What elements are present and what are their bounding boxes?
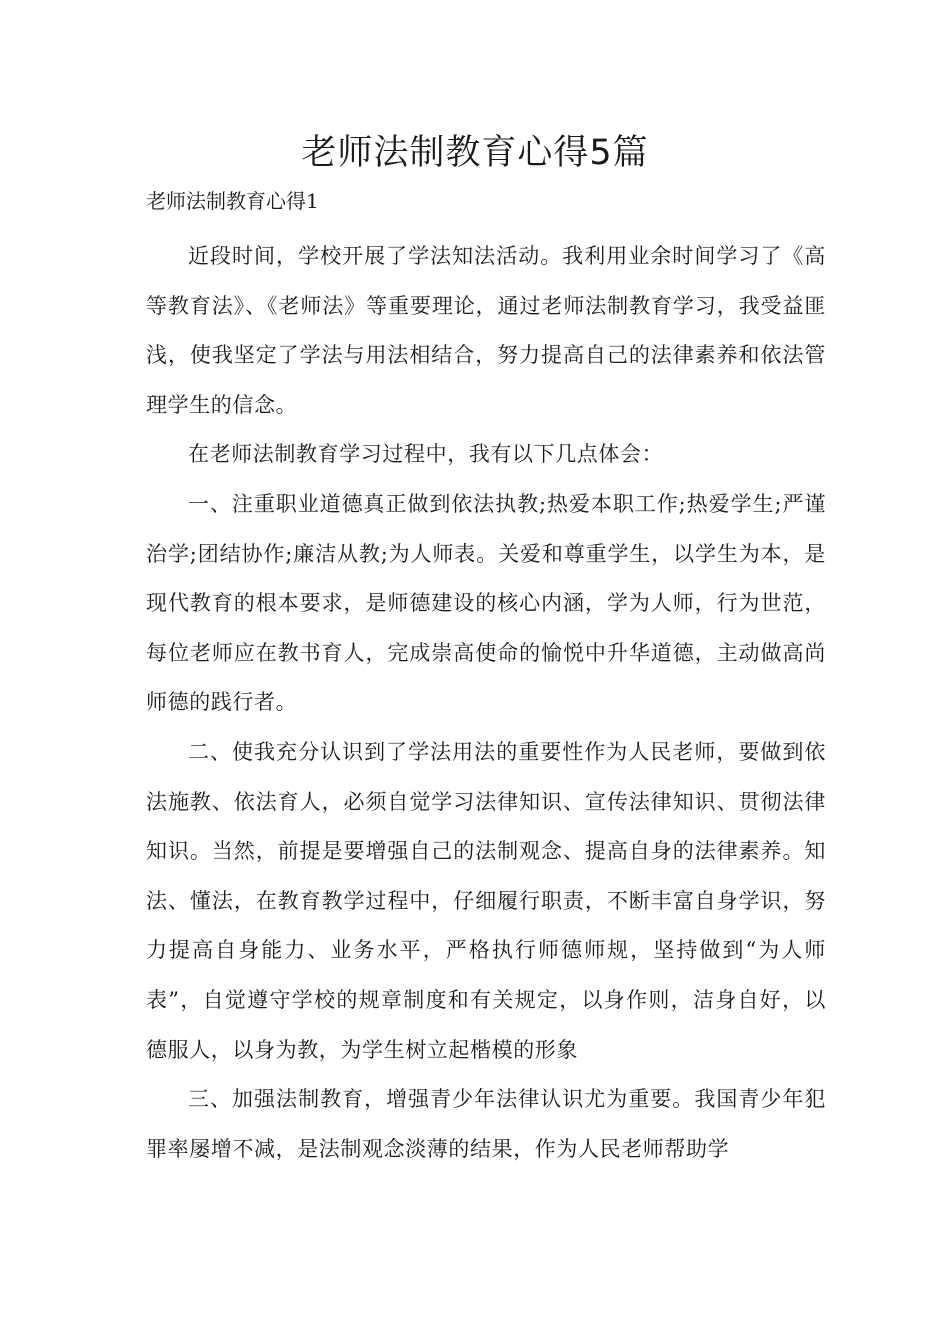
paragraph-intro: 近段时间，学校开展了学法知法活动。我利用业余时间学习了《高等教育法》、《老师法》等重要理论，通过老师法制教育学习，我受益匪浅，使我坚定了学法与用法相结合，努力提高自己的法律素养和依法管理学生的信念。 bbox=[146, 244, 826, 417]
paragraph-point-3: 三、加强法制教育，增强青少年法律认识尤为重要。我国青少年犯罪率屡增不减，是法制观念淡薄的结果，作为人民老师帮助学 bbox=[146, 1087, 826, 1161]
section-heading: 老师法制教育心得1 bbox=[146, 189, 319, 213]
document-body bbox=[146, 232, 826, 1174]
paragraph-lead: 在老师法制教育学习过程中，我有以下几点体会： bbox=[188, 442, 664, 467]
paragraph-point-1: 一、注重职业道德真正做到依法执教;热爱本职工作;热爱学生;严谨治学;团结协作;廉洁从教;为人师表。关爱和尊重学生，以学生为本，是现代教育的根本要求，是师德建设的核心内涵，学为人师，行为世范，每位老师应在教书育人，完成崇高使命的愉悦中升华道德，主动做高尚师德的践行者。 bbox=[146, 491, 826, 715]
paragraph-point-2: 二、使我充分认识到了学法用法的重要性作为人民老师，要做到依法施教、依法育人，必须自觉学习法律知识、宣传法律知识、贯彻法律知识。当然，前提是要增强自己的法制观念、提高自身的法律素养。知法、懂法，在教育教学过程中，仔细履行职责，不断丰富自身学识，努力提高自身能力、业务水平，严格执行师德师规，坚持做到“为人师表”，自觉遵守学校的规章制度和有关规定，以身作则，洁身自好，以德服人，以身为教，为学生树立起楷模的形象 bbox=[146, 739, 826, 1062]
document-title: 老师法制教育心得5篇 bbox=[301, 133, 649, 173]
